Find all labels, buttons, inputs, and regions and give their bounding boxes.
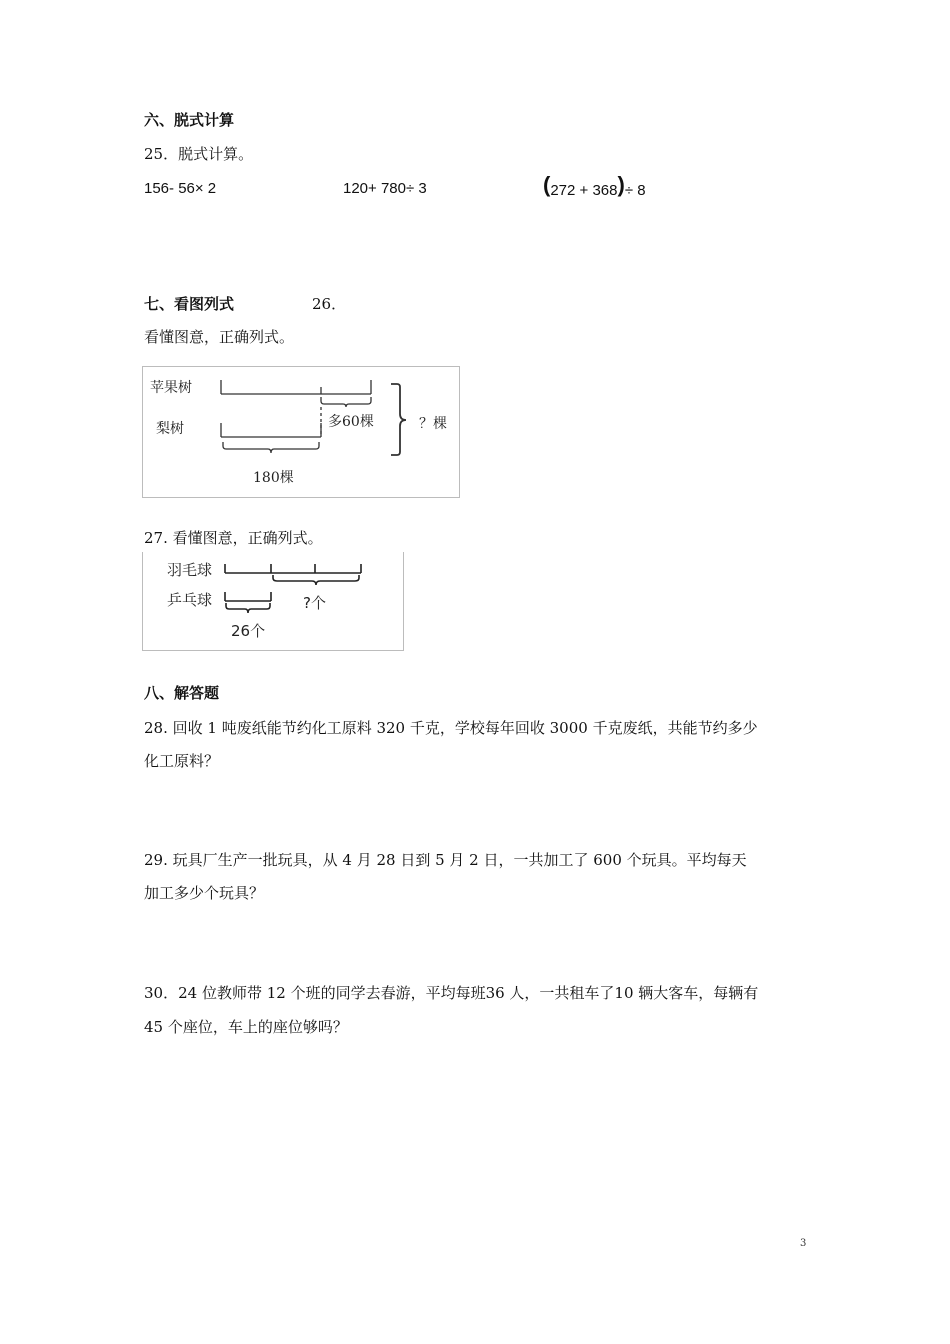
label-26-count: 26个 [231, 622, 266, 640]
label-question-count: ?个 [303, 594, 326, 612]
question-29-line-1: 29. 玩具厂生产一批玩具，从 4 月 28 日到 5 月 2 日，一共加工了 600 个玩具。平均每天 [144, 851, 747, 869]
total-brace [391, 384, 406, 455]
more-60-brace [321, 397, 371, 407]
question-27-prompt: 27. 看懂图意，正确列式。 [144, 529, 323, 547]
pingpong-26-brace [226, 603, 270, 613]
label-pear-count: 180棵 [253, 470, 294, 486]
section-8-title: 八、解答题 [144, 684, 220, 702]
label-more-60: 多60棵 [328, 414, 374, 430]
label-apple-tree: 苹果树 [150, 380, 192, 396]
section-6-title: 六、脱式计算 [144, 111, 235, 129]
expression-3 [543, 172, 646, 198]
section-7-title: 七、看图列式 [144, 295, 235, 313]
pear-180-brace [223, 442, 319, 453]
page-number: 3 [800, 1238, 807, 1249]
expression-3-inner: 272 + 368 [550, 182, 618, 199]
question-26-prompt: 看懂图意，正确列式。 [144, 328, 295, 346]
label-badminton: 羽毛球 [167, 561, 213, 579]
expression-3-tail: ÷ 8 [624, 182, 646, 199]
label-pear-tree: 梨树 [156, 421, 184, 437]
figure-27-ball-diagram [142, 552, 404, 651]
label-total-question: ？棵 [419, 416, 447, 432]
question-25-prompt: 25．脱式计算。 [144, 145, 254, 163]
expression-3-close-paren: ) [617, 172, 625, 197]
expression-1: 156- 56× 2 [144, 180, 217, 197]
question-26-number: 26． [312, 295, 347, 313]
expression-2: 120+ 780÷ 3 [343, 180, 427, 197]
question-30-line-2: 45 个座位，车上的座位够吗？ [144, 1018, 348, 1036]
question-brace [273, 575, 359, 585]
question-28-line-1: 28. 回收 1 吨废纸能节约化工原料 320 千克，学校每年回收 3000 千克废纸，共能节约多少 [144, 719, 758, 737]
question-29-line-2: 加工多少个玩具？ [144, 884, 265, 902]
label-pingpong: 乒乓球 [167, 591, 213, 609]
expression-3-open-paren: ( [543, 172, 551, 197]
figure-26-tree-diagram [142, 366, 460, 498]
question-30-line-1: 30．24 位教师带 12 个班的同学去春游，平均每班36 人，一共租车了10 辆大客车，每辆有 [144, 984, 759, 1002]
question-28-line-2: 化工原料？ [144, 752, 220, 770]
